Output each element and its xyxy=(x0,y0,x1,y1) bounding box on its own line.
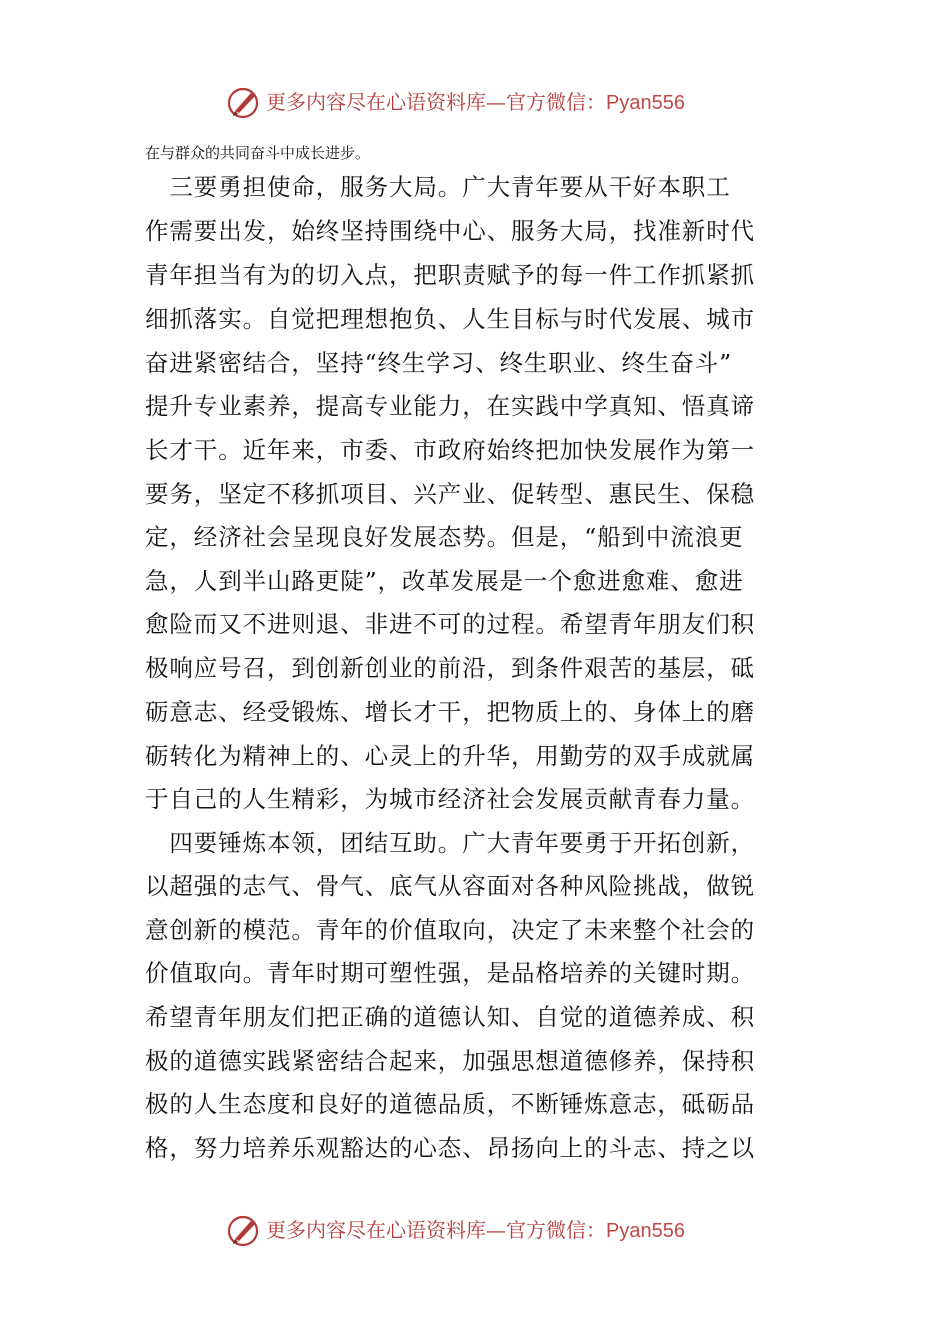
body-line: 于自己的人生精彩，为城市经济社会发展贡献青春力量。 xyxy=(145,785,755,813)
body-line: 意创新的模范。青年的价值取向，决定了未来整个社会的 xyxy=(145,916,755,944)
body-line: 奋进紧密结合，坚持“终生学习、终生职业、终生奋斗” xyxy=(145,349,733,377)
footer-banner-text: 更多内容尽在心语资料库—官方微信：Pyan556 xyxy=(266,1218,685,1242)
pen-logo-icon xyxy=(226,1212,262,1248)
body-line: 长才干。近年来，市委、市政府始终把加快发展作为第一 xyxy=(145,436,755,464)
body-line: 细抓落实。自觉把理想抱负、人生目标与时代发展、城市 xyxy=(145,305,755,333)
body-line: 极响应号召，到创新创业的前沿，到条件艰苦的基层，砥 xyxy=(145,654,755,682)
body-line: 提升专业素养，提高专业能力，在实践中学真知、悟真谛 xyxy=(145,392,755,420)
header-banner-text: 更多内容尽在心语资料库—官方微信：Pyan556 xyxy=(266,90,685,114)
body-line: 希望青年朋友们把正确的道德认知、自觉的道德养成、积 xyxy=(145,1003,755,1031)
body-line: 以超强的志气、骨气、底气从容面对各种风险挑战，做锐 xyxy=(145,872,755,900)
body-line: 急，人到半山路更陡”，改革发展是一个愈进愈难、愈进 xyxy=(145,567,744,595)
body-line: 定，经济社会呈现良好发展态势。但是，“船到中流浪更 xyxy=(145,523,744,551)
header-wechat-id: Pyan556 xyxy=(606,92,685,114)
header-banner xyxy=(0,82,950,122)
body-line: 极的人生态度和良好的道德品质，不断锤炼意志，砥砺品 xyxy=(145,1090,755,1118)
body-line: 格，努力培养乐观豁达的心态、昂扬向上的斗志、持之以 xyxy=(145,1134,755,1162)
footer-banner xyxy=(0,1210,950,1250)
body-line: 作需要出发，始终坚持围绕中心、服务大局，找准新时代 xyxy=(145,217,755,245)
body-line: 要务，坚定不移抓项目、兴产业、促转型、惠民生、保稳 xyxy=(145,480,755,508)
body-line: 极的道德实践紧密结合起来，加强思想道德修养，保持积 xyxy=(145,1047,755,1075)
body-line: 青年担当有为的切入点，把职责赋予的每一件工作抓紧抓 xyxy=(145,261,755,289)
pen-logo-icon xyxy=(226,84,262,120)
lead-line: 在与群众的共同奋斗中成长进步。 xyxy=(145,144,371,162)
body-line: 四要锤炼本领，团结互助。广大青年要勇于开拓创新， xyxy=(145,829,755,857)
body-line: 价值取向。青年时期可塑性强，是品格培养的关键时期。 xyxy=(145,959,755,987)
footer-wechat-id: Pyan556 xyxy=(606,1220,685,1242)
body-line: 砺转化为精神上的、心灵上的升华，用勤劳的双手成就属 xyxy=(145,742,755,770)
body-line: 愈险而又不进则退、非进不可的过程。希望青年朋友们积 xyxy=(145,610,755,638)
body-line: 三要勇担使命，服务大局。广大青年要从干好本职工 xyxy=(145,173,731,201)
body-line: 砺意志、经受锻炼、增长才干，把物质上的、身体上的磨 xyxy=(145,698,755,726)
